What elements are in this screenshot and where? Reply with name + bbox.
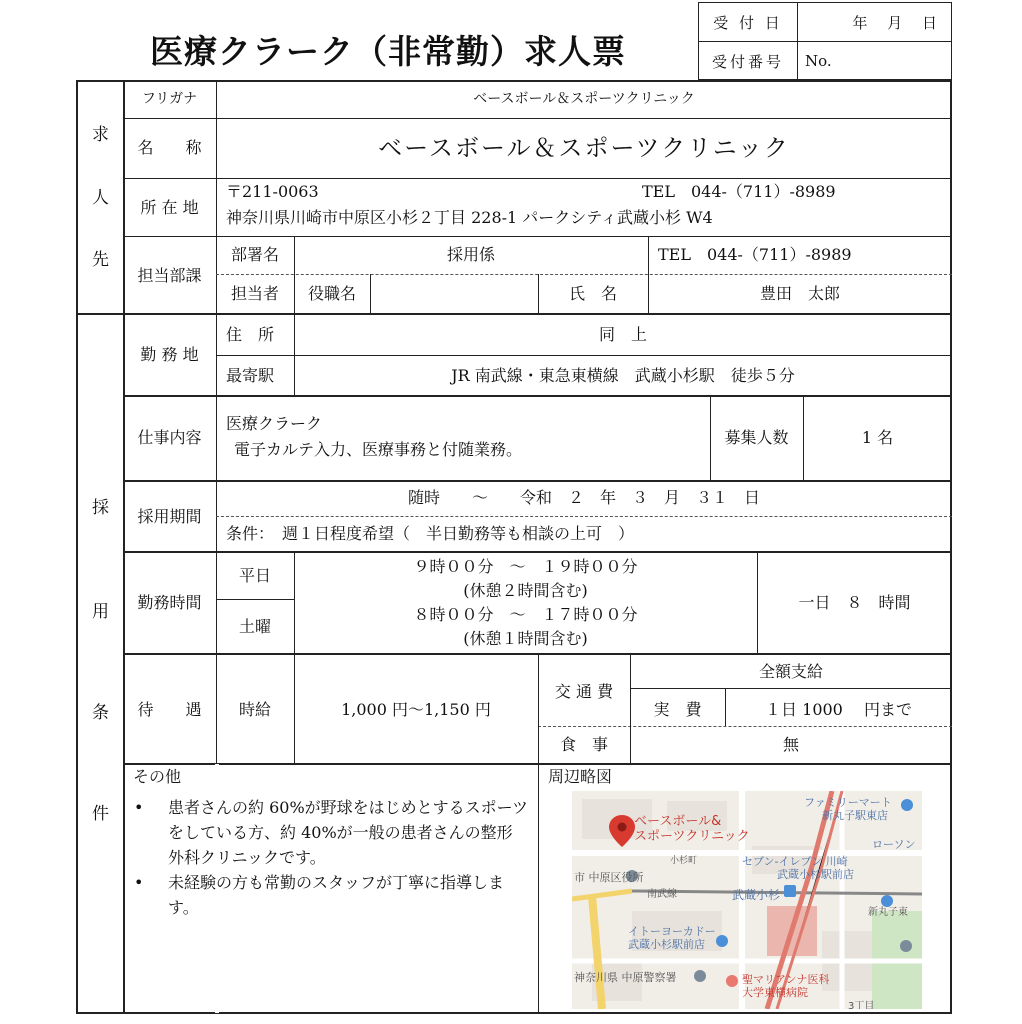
dept-label: 担当部課 — [137, 266, 202, 285]
headcount-label: 募集人数 — [724, 428, 789, 447]
form-title: 医療クラーク（非常勤）求人票 — [150, 32, 626, 71]
row-line — [216, 355, 952, 356]
actual-value: １日 1000 円まで — [765, 700, 912, 719]
address: 神奈川県川崎市中原区小杉２丁目 228-1 パークシティ武蔵小杉 W4 — [226, 208, 713, 227]
map-label-seven1: セブン-イレブン 川崎 — [742, 855, 848, 868]
furigana-value: ベースボール＆スポーツクリニック — [473, 91, 695, 107]
school-icon — [900, 940, 912, 952]
period-condition: 条件： 週１日程度希望（ 半日勤務等も相談の上可 ） — [226, 524, 635, 543]
receipt-date-label: 受 付 日 — [699, 3, 798, 41]
actual-label: 実 費 — [653, 700, 702, 719]
section-conditions-1: 採 — [92, 498, 109, 518]
workplace-address-label: 住 所 — [226, 325, 275, 344]
station-label: 最寄駅 — [226, 366, 275, 385]
map-label-lawson: ローソン — [872, 838, 916, 851]
hourly-value: 1,000 円〜1,150 円 — [341, 700, 491, 719]
section-conditions-2: 用 — [92, 602, 109, 622]
row-line — [123, 480, 952, 482]
receipt-table — [698, 2, 952, 80]
treatment-label: 待 遇 — [137, 700, 202, 719]
section-employer-2: 人 — [92, 188, 109, 208]
period-label: 採用期間 — [137, 507, 202, 526]
dept-name-label: 部署名 — [230, 245, 279, 264]
name-label: 名 称 — [137, 138, 202, 157]
weekday-label: 平日 — [238, 566, 271, 585]
job-line-1: 医療クラーク — [226, 414, 323, 433]
furigana-label: フリガナ — [141, 91, 198, 107]
period-value: 随時 〜 令和 ２ 年 ３ 月 ３１ 日 — [407, 488, 760, 507]
row-line — [216, 516, 952, 517]
person-name-label: 氏 名 — [568, 284, 617, 303]
row-line — [630, 688, 952, 689]
hours-per-day: 一日 ８ 時間 — [798, 593, 911, 612]
dept-name-value: 採用係 — [446, 245, 495, 264]
name-value: ベースボール＆スポーツクリニック — [378, 134, 790, 162]
location-tel: TEL 044-（711）-8989 — [642, 182, 836, 201]
row-line — [216, 599, 294, 600]
section-employer-3: 先 — [92, 250, 109, 270]
meal-label: 食 事 — [559, 735, 608, 754]
row-line — [123, 551, 952, 553]
other-list — [128, 795, 528, 920]
weekday-time: ９時００分 〜 １９時００分 — [413, 557, 638, 576]
receipt-date-value: 年 月 日 — [852, 13, 937, 32]
section-conditions-4: 件 — [92, 804, 109, 824]
map-label-hospital1: 聖マリアンナ医科 — [742, 973, 830, 986]
shop-icon — [716, 935, 728, 947]
row-line — [216, 274, 952, 275]
map-label-ito2: 武蔵小杉駅前店 — [628, 938, 705, 951]
hours-label: 勤務時間 — [137, 593, 202, 612]
dept-tel: TEL 044-（711）-8989 — [658, 245, 852, 264]
saturday-label: 土曜 — [238, 617, 271, 636]
workplace-label: 勤 務 地 — [140, 345, 199, 364]
transport-label: 交 通 費 — [554, 682, 614, 701]
location-label: 所 在 地 — [140, 198, 199, 217]
station-icon — [784, 885, 796, 897]
map-label-shinmaruko: 新丸子東 — [868, 907, 908, 918]
area-map — [572, 791, 922, 1009]
workplace-address-value: 同 上 — [598, 325, 647, 344]
map-label-family: ファミリーマート — [804, 796, 892, 809]
meal-value: 無 — [782, 735, 799, 754]
map-label-ito1: イトーヨーカドー — [628, 925, 716, 938]
label-divider — [216, 80, 217, 763]
shop-icon — [901, 799, 913, 811]
cell-line — [538, 653, 539, 1014]
other-item: • 患者さんの約 60%が野球をはじめとするスポーツをしている方、約 40%が一般の患者さんの整形外科クリニックです。 — [128, 795, 528, 870]
position-label: 役職名 — [307, 284, 356, 303]
headcount-value: 1 名 — [861, 428, 894, 447]
job-line-2: 電子カルテ入力、医療事務と付随業務。 — [234, 440, 523, 459]
receipt-no-value: No. — [805, 52, 832, 70]
weekday-break: (休憩２時間含む) — [463, 581, 588, 600]
map-label-nambu: 南武線 — [647, 889, 677, 900]
map-label: 周辺略図 — [548, 767, 613, 786]
section-line — [76, 313, 952, 315]
other-label: その他 — [133, 767, 182, 786]
map-label-ward-office: 市 中原区役所 — [574, 871, 644, 884]
person-name-value: 豊田 太郎 — [759, 284, 840, 303]
map-label-seven2: 武蔵小杉駅前店 — [777, 868, 854, 881]
section-employer-1: 求 — [92, 125, 109, 145]
cell-line — [370, 274, 371, 313]
row-line — [123, 178, 952, 179]
map-label-chome: 3丁目 — [848, 1001, 875, 1009]
row-line — [123, 395, 952, 397]
hospital-icon — [726, 975, 738, 987]
row-line — [538, 726, 952, 727]
row-line — [123, 118, 952, 119]
saturday-time: ８時００分 〜 １７時００分 — [413, 605, 638, 624]
map-pin-label-1: ベースボール& — [634, 814, 722, 829]
map-label-musashi-kosugi: 武蔵小杉 — [732, 888, 781, 902]
map-label-kosugi: 小杉町 — [670, 856, 698, 866]
receipt-no-label: 受付番号 — [699, 42, 798, 80]
map-label-police: 神奈川県 中原警察署 — [574, 971, 677, 984]
postal-code: 〒211-0063 — [226, 182, 319, 201]
section-divider — [123, 80, 125, 1014]
row-line — [123, 236, 952, 237]
map-label-family2: 新丸子駅東店 — [822, 809, 888, 822]
other-item: • 未経験の方も常勤のスタッフが丁寧に指導します。 — [128, 870, 528, 920]
map-label-hospital2: 大学東横病院 — [742, 986, 808, 999]
saturday-break: (休憩１時間含む) — [463, 629, 588, 648]
hourly-label: 時給 — [238, 700, 271, 719]
transport-full: 全額支給 — [758, 662, 823, 681]
job-label: 仕事内容 — [137, 428, 202, 447]
map-pin-label-2: スポーツクリニック — [634, 829, 750, 844]
person-label: 担当者 — [230, 284, 279, 303]
police-icon — [694, 970, 706, 982]
section-conditions-3: 条 — [92, 703, 109, 723]
station-value: JR 南武線・東急東横線 武蔵小杉駅 徒歩５分 — [451, 366, 795, 385]
